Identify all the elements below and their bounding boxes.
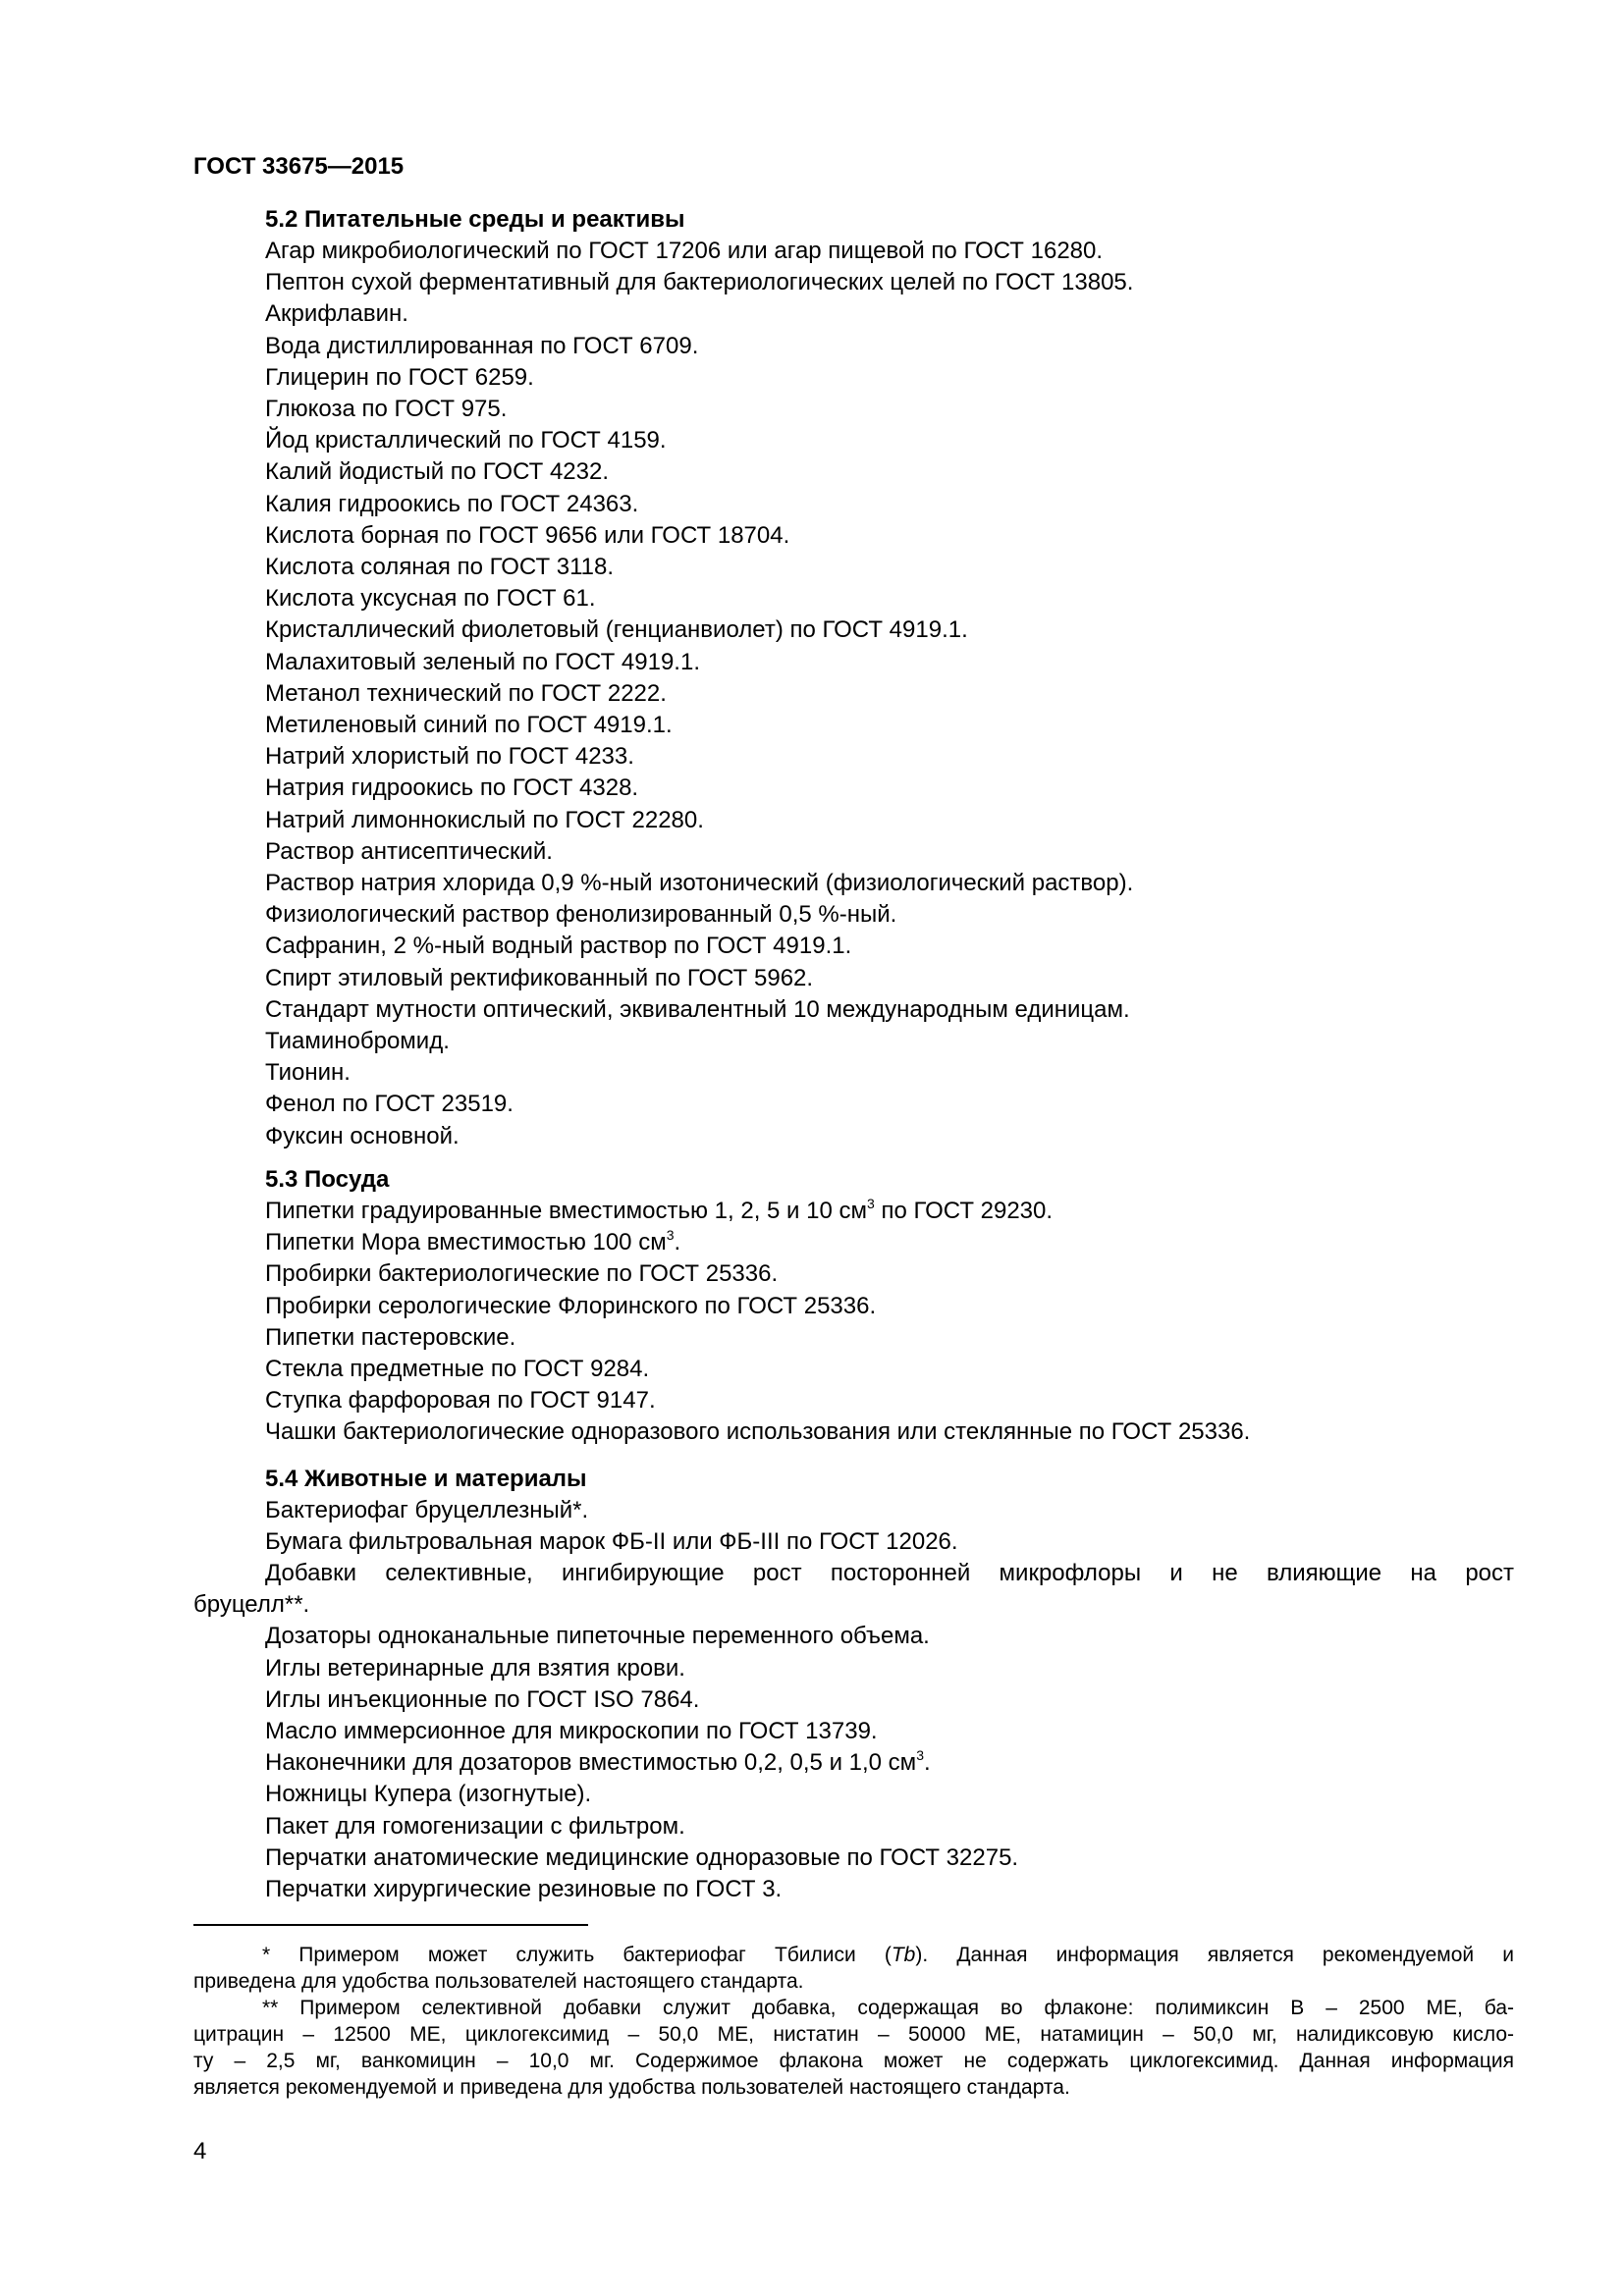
- footnote-2-line: ту – 2,5 мг, ванкомицин – 10,0 мг. Содержимое флакона может не содержать циклогексимид. Данная информация: [193, 2050, 1514, 2072]
- list-item: Пакет для гомогенизации с фильтром.: [265, 1812, 685, 1840]
- list-item-justified: Добавки селективные, ингибирующие рост посторонней микрофлоры и не влияющие на рост: [265, 1560, 1514, 1587]
- footnote-separator: [193, 1924, 588, 1926]
- list-item: Сафранин, 2 %-ный водный раствор по ГОСТ 4919.1.: [265, 933, 852, 960]
- item-text-tail: .: [923, 1749, 931, 1777]
- superscript: 3: [866, 1196, 875, 1211]
- list-item: Кислота соляная по ГОСТ 3118.: [265, 554, 615, 581]
- footnote-1-line: приведена для удобства пользователей настоящего стандарта.: [193, 1970, 804, 1993]
- footnote-text: ). Данная информация является рекомендуемой и: [915, 1944, 1514, 1966]
- list-item: Фуксин основной.: [265, 1122, 460, 1149]
- list-item: Акрифлавин.: [265, 300, 408, 328]
- list-item: Натрий хлористый по ГОСТ 4233.: [265, 743, 634, 771]
- list-item: Чашки бактериологические одноразового использования или стеклянные по ГОСТ 25336.: [265, 1418, 1251, 1446]
- materials-list: [193, 1621, 1514, 1747]
- item-text: Пипетки градуированные вместимостью 1, 2, 5 и 10 см: [265, 1198, 867, 1224]
- list-item: Фенол по ГОСТ 23519.: [265, 1091, 514, 1118]
- footnotes: [193, 1942, 1514, 2101]
- section-5-4: [193, 1463, 1514, 1905]
- list-item: Кристаллический фиолетовый (генцианвиолет) по ГОСТ 4919.1.: [265, 616, 968, 644]
- list-item: Бактериофаг бруцеллезный*.: [265, 1497, 589, 1523]
- superscript: 3: [666, 1227, 675, 1244]
- list-item: Пробирки бактериологические по ГОСТ 25336.: [265, 1260, 779, 1288]
- section-5-3: [193, 1163, 1514, 1449]
- list-item: Натрий лимоннокислый по ГОСТ 22280.: [265, 806, 704, 833]
- list-item: Агар микробиологический по ГОСТ 17206 или агар пищевой по ГОСТ 16280.: [265, 238, 1104, 264]
- footnote-2-line: является рекомендуемой и приведена для удобства пользователей настоящего стандарта.: [193, 2076, 1070, 2099]
- list-item: Кислота борная по ГОСТ 9656 или ГОСТ 18704.: [265, 521, 790, 549]
- section-title: 5.3 Посуда: [265, 1166, 390, 1193]
- item-text-tail: .: [674, 1229, 681, 1256]
- list-item: [193, 1227, 1514, 1258]
- list-item: Бумага фильтровальная марок ФБ-II или ФБ-III по ГОСТ 12026.: [265, 1528, 958, 1556]
- list-item: Ступка фарфоровая по ГОСТ 9147.: [265, 1387, 656, 1415]
- footnote-text: * Примером может служить бактериофаг Тбилиси (: [262, 1944, 892, 1966]
- list-item: [193, 1196, 1514, 1227]
- list-item: Ножницы Купера (изогнутые).: [265, 1781, 592, 1808]
- list-item: Калия гидроокись по ГОСТ 24363.: [265, 490, 639, 517]
- list-item: Перчатки анатомические медицинские одноразовые по ГОСТ 32275.: [265, 1843, 1019, 1871]
- list-item: Йод кристаллический по ГОСТ 4159.: [265, 427, 667, 454]
- list-item: Физиологический раствор фенолизированный 0,5 %-ный.: [265, 901, 897, 929]
- list-item: Глицерин по ГОСТ 6259.: [265, 363, 534, 391]
- list-item: Тионин.: [265, 1059, 351, 1087]
- list-item: Метиленовый синий по ГОСТ 4919.1.: [265, 712, 673, 739]
- section-title: 5.4 Животные и материалы: [265, 1466, 587, 1492]
- list-item: Метанол технический по ГОСТ 2222.: [265, 679, 667, 707]
- list-item: Малахитовый зеленый по ГОСТ 4919.1.: [265, 648, 700, 675]
- list-item: Масло иммерсионное для микроскопии по ГОСТ 13739.: [265, 1718, 878, 1745]
- list-item: Тиаминобромид.: [265, 1028, 450, 1055]
- list-item: Глюкоза по ГОСТ 975.: [265, 396, 508, 423]
- footnote-2-line: ** Примером селективной добавки служит добавка, содержащая во флаконе: полимиксин В – 2500 МЕ, ба-: [262, 1997, 1514, 2019]
- list-item: [193, 1747, 1514, 1779]
- page-number: 4: [193, 2138, 207, 2164]
- list-item: Спирт этиловый ректификованный по ГОСТ 5962.: [265, 964, 814, 991]
- list-item: Вода дистиллированная по ГОСТ 6709.: [265, 332, 699, 359]
- list-item: Пипетки пастеровские.: [265, 1323, 516, 1351]
- superscript: 3: [916, 1747, 924, 1764]
- list-item: Раствор натрия хлорида 0,9 %-ный изотонический (физиологический раствор).: [265, 870, 1134, 897]
- list-item: Натрия гидроокись по ГОСТ 4328.: [265, 774, 639, 802]
- list-item: Перчатки хирургические резиновые по ГОСТ 3.: [265, 1876, 783, 1903]
- materials-list: [193, 1779, 1514, 1905]
- list-item: Кислота уксусная по ГОСТ 61.: [265, 585, 596, 613]
- reagents-list: [193, 236, 1514, 1152]
- item-text-tail: по ГОСТ 29230.: [874, 1198, 1054, 1224]
- item-text: Наконечники для дозаторов вместимостью 0,2, 0,5 и 1,0 см: [265, 1749, 917, 1777]
- list-item-continuation: бруцелл**.: [193, 1591, 310, 1619]
- footnote-2-line: цитрацин – 12500 МЕ, циклогексимид – 50,0 МЕ, нистатин – 50000 МЕ, натамицин – 50,0 мг, налидиксовую кисло-: [193, 2023, 1514, 2046]
- item-text: Пипетки Мора вместимостью 100 см: [265, 1229, 667, 1256]
- list-item: Стандарт мутности оптический, эквивалентный 10 международным единицам.: [265, 995, 1130, 1023]
- list-item: Раствор антисептический.: [265, 837, 553, 865]
- list-item: Пептон сухой ферментативный для бактериологических целей по ГОСТ 13805.: [265, 269, 1134, 296]
- footnote-italic: Tb: [891, 1944, 916, 1966]
- section-title: 5.2 Питательные среды и реактивы: [265, 206, 685, 233]
- list-item: Иглы ветеринарные для взятия крови.: [265, 1654, 685, 1682]
- section-5-2: [193, 203, 1514, 1152]
- list-item: Стекла предметные по ГОСТ 9284.: [265, 1356, 650, 1383]
- list-item: Калий йодистый по ГОСТ 4232.: [265, 458, 610, 486]
- document-header: ГОСТ 33675—2015: [193, 153, 405, 180]
- list-item: Пробирки серологические Флоринского по ГОСТ 25336.: [265, 1292, 877, 1319]
- footnote-1-line: [193, 1942, 1514, 1968]
- list-item: Дозаторы одноканальные пипеточные переменного объема.: [265, 1623, 930, 1650]
- list-item: Иглы инъекционные по ГОСТ ISO 7864.: [265, 1685, 700, 1713]
- glassware-list: [193, 1258, 1514, 1448]
